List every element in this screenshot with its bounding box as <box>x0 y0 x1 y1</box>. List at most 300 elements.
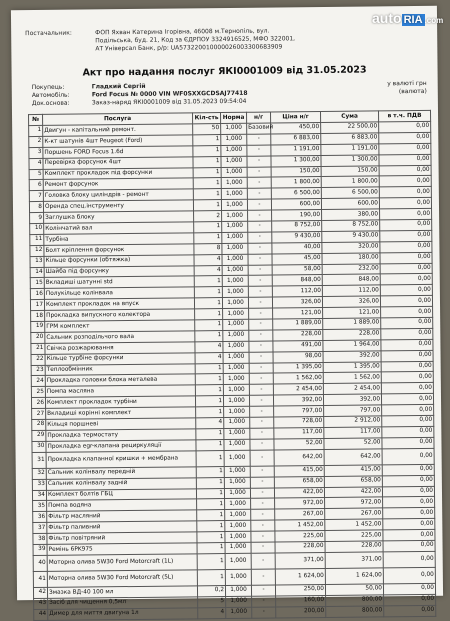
amount: 800,00 <box>326 606 384 617</box>
service-name: Сальник колінвалу передній <box>46 467 196 479</box>
norm: 1,000 <box>222 243 248 254</box>
row-number: 36 <box>33 512 47 523</box>
watermark-logo: auto RIA .com <box>372 10 444 26</box>
vat-amount: 0,00 <box>380 208 432 219</box>
amount: 326,00 <box>322 296 380 307</box>
unit-price: 1 300,00 <box>271 155 321 166</box>
unit: - <box>251 509 275 520</box>
service-name: Шайба під форсунку <box>44 265 194 277</box>
unit: - <box>248 286 272 297</box>
norm: 1,000 <box>224 417 250 428</box>
vat-amount: 0,00 <box>381 339 433 350</box>
unit: - <box>251 569 275 585</box>
unit: - <box>249 395 273 406</box>
amount: 600,00 <box>321 198 379 209</box>
vat-amount: 0,00 <box>379 132 431 143</box>
amount: 797,00 <box>324 405 382 416</box>
norm: 1,000 <box>221 178 247 189</box>
unit: - <box>248 221 272 232</box>
vat-amount: 0,00 <box>381 383 433 394</box>
vat-amount: 0,00 <box>379 176 431 187</box>
row-number: 34 <box>32 490 46 501</box>
col-header: Сума <box>320 111 378 123</box>
vat-amount: 0,00 <box>384 605 436 616</box>
unit-price: 1 452,00 <box>275 520 325 531</box>
service-name: Полукільце колінвала <box>44 287 194 299</box>
vat-amount: 0,00 <box>380 296 432 307</box>
quantity: 1 <box>196 439 224 450</box>
unit-price: 1 395,00 <box>273 362 323 373</box>
amount: 422,00 <box>324 486 382 497</box>
service-name: Фільтр масляний <box>47 510 197 522</box>
vat-amount: 0,00 <box>380 230 432 241</box>
unit: - <box>247 188 271 199</box>
vat-amount: 0,00 <box>383 508 435 519</box>
vat-amount: 0,00 <box>381 306 433 317</box>
quantity: 1 <box>193 178 221 189</box>
amount: 6 883,00 <box>321 133 379 144</box>
service-name: Кільця поршневі <box>46 418 196 430</box>
service-name: Ремонт форсунок <box>43 178 193 190</box>
quantity: 4 <box>196 418 224 429</box>
norm: 1,000 <box>222 232 248 243</box>
vat-amount: 0,00 <box>379 198 431 209</box>
norm: 1,000 <box>226 607 252 618</box>
row-number: 31 <box>32 452 46 468</box>
unit-price: 1 624,00 <box>275 568 325 585</box>
vat-amount: 0,00 <box>383 567 435 584</box>
vat-amount: 0,00 <box>380 274 432 285</box>
row-number: 14 <box>30 267 44 278</box>
col-header: Послуга <box>43 113 193 126</box>
unit: - <box>249 374 273 385</box>
service-name: Комплект прокладок під форсунки <box>43 167 193 179</box>
unit: - <box>248 232 272 243</box>
row-number: 27 <box>32 409 46 420</box>
norm: 1,000 <box>221 156 247 167</box>
unit: - <box>250 450 274 466</box>
quantity: 1 <box>197 510 225 521</box>
row-number: 33 <box>32 479 46 490</box>
row-number: 43 <box>34 598 48 609</box>
row-number: 7 <box>29 191 43 202</box>
amount: 371,00 <box>325 552 383 569</box>
vat-amount: 0,00 <box>380 285 432 296</box>
vat-amount: 0,00 <box>382 486 434 497</box>
norm: 1,000 <box>221 167 247 178</box>
service-name: Прокладка термостату <box>46 429 196 441</box>
amount: 1 562,00 <box>323 372 381 383</box>
service-name: Болт кріплення форсунок <box>44 244 194 256</box>
service-name: Моторна олива 5W30 Ford Motorcraft (5L) <box>47 570 197 588</box>
service-name: Сальник розподільчого вала <box>45 331 195 343</box>
unit-price: 848,00 <box>272 275 322 286</box>
supplier-block <box>25 26 425 54</box>
norm: 1,000 <box>223 308 249 319</box>
unit-price: 972,00 <box>275 498 325 509</box>
unit-price: 45,00 <box>272 253 322 264</box>
unit-price: 98,00 <box>273 351 323 362</box>
service-name: Комплект прокладок на впуск <box>44 298 194 310</box>
unit-price: 600,00 <box>271 199 321 210</box>
service-name: Оренда спец.інструменту <box>43 200 193 212</box>
quantity: 1 <box>193 134 221 145</box>
quantity: 1 <box>196 450 224 466</box>
col-header: № <box>29 114 43 125</box>
vat-amount: 0,00 <box>380 241 432 252</box>
row-number: 17 <box>30 300 44 311</box>
unit-price: 642,00 <box>274 449 324 466</box>
service-name: Засіб для чищення 0,5мл <box>48 597 198 609</box>
quantity: 4 <box>198 607 226 618</box>
norm: 1,000 <box>226 596 252 607</box>
service-name: Поршень FORD Focus 1.6d <box>43 146 193 158</box>
amount: 2 912,00 <box>324 416 382 427</box>
norm: 1,000 <box>225 542 251 553</box>
amount: 658,00 <box>324 475 382 486</box>
unit-price: 52,00 <box>274 438 324 449</box>
quantity: 1 <box>193 200 221 211</box>
vat-amount: 0,00 <box>383 529 435 540</box>
unit: - <box>251 553 275 569</box>
vat-amount: 0,00 <box>381 317 433 328</box>
unit: - <box>250 466 274 477</box>
unit: - <box>249 384 273 395</box>
amount: 50,00 <box>325 584 383 595</box>
service-name: Комплект болтів ГБЦ <box>46 488 196 500</box>
unit-price: 228,00 <box>273 329 323 340</box>
unit: - <box>249 363 273 374</box>
row-number: 32 <box>32 468 46 479</box>
service-name: Змазка ВД-40 100 мл <box>47 586 197 598</box>
unit-price: 326,00 <box>272 297 322 308</box>
service-name: Помпа водяна <box>47 499 197 511</box>
service-name: Головка блоку циліндрів - ремонт <box>43 189 193 201</box>
vat-amount: 0,00 <box>383 583 435 594</box>
unit-price: 160,00 <box>276 595 326 606</box>
table-body <box>29 121 436 620</box>
unit: - <box>248 275 272 286</box>
service-name: Сальник колінвалу задній <box>46 477 196 489</box>
amount: 415,00 <box>324 465 382 476</box>
norm: 1,000 <box>225 499 251 510</box>
unit: - <box>251 520 275 531</box>
vat-amount: 0,00 <box>382 437 434 448</box>
norm: 1,000 <box>221 189 247 200</box>
quantity: 1 <box>196 466 224 477</box>
quantity: 1 <box>197 542 225 553</box>
service-name: Фільтр паливний <box>47 521 197 533</box>
vat-amount: 0,00 <box>382 475 434 486</box>
amount: 972,00 <box>325 497 383 508</box>
unit: - <box>251 585 275 596</box>
row-number: 22 <box>31 354 45 365</box>
quantity: 1 <box>195 330 223 341</box>
quantity: 1 <box>197 532 225 543</box>
norm: 1,000 <box>224 488 250 499</box>
unit: - <box>249 341 273 352</box>
row-number: 26 <box>31 398 45 409</box>
col-header: в т.ч. ПДВ <box>378 110 430 122</box>
vat-amount: 0,00 <box>379 154 431 165</box>
vat-amount: 0,00 <box>383 551 435 568</box>
row-number: 5 <box>29 169 43 180</box>
row-number: 41 <box>33 571 47 587</box>
row-number: 11 <box>30 234 44 245</box>
amount: 180,00 <box>322 253 380 264</box>
norm: 1,000 <box>224 428 250 439</box>
service-name: Ремінь 6PK975 <box>47 543 197 555</box>
service-name: Кільце форсунки (обтяжка) <box>44 255 194 267</box>
row-number: 23 <box>31 365 45 376</box>
quantity: 1 <box>195 374 223 385</box>
row-number: 2 <box>29 136 43 147</box>
norm: 1,000 <box>223 319 249 330</box>
vat-amount: 0,00 <box>380 252 432 263</box>
row-number: 16 <box>30 289 44 300</box>
amount: 225,00 <box>325 530 383 541</box>
quantity: 50 <box>193 124 221 135</box>
norm: 1,000 <box>225 553 251 569</box>
basis-row: Док.основа: Заказ-наряд ЯКІ0001009 від 31.05.2023 09:54:04 <box>31 97 247 108</box>
amount: 1 452,00 <box>325 519 383 530</box>
quantity: 1 <box>194 287 222 298</box>
vat-amount: 0,00 <box>381 372 433 383</box>
unit-price: 6 500,00 <box>271 188 321 199</box>
document-title: Акт про надання послуг ЯКІ0001009 від 31.05.2023 <box>82 64 367 79</box>
vat-amount: 0,00 <box>383 540 435 551</box>
row-number: 28 <box>32 419 46 430</box>
quantity: 1 <box>197 499 225 510</box>
service-name: Прокладка головки блока металева <box>45 374 195 386</box>
unit-price: 1 800,00 <box>271 177 321 188</box>
service-name: Вкладиші шатунні std <box>44 276 194 288</box>
unit: - <box>252 596 276 607</box>
amount: 642,00 <box>324 449 382 466</box>
amount: 9 430,00 <box>322 231 380 242</box>
vat-amount: 0,00 <box>381 350 433 361</box>
row-number: 40 <box>33 555 47 571</box>
service-name: Перевірка форсунок 4шт <box>43 157 193 169</box>
unit: - <box>248 210 272 221</box>
service-name: Свічка розжарювання <box>45 342 195 354</box>
amount: 2 454,00 <box>323 383 381 394</box>
service-name: Кільце турбіне форсунки <box>45 353 195 365</box>
unit: - <box>251 531 275 542</box>
quantity: 1 <box>193 189 221 200</box>
norm: 1,000 <box>223 396 249 407</box>
quantity: 4 <box>195 341 223 352</box>
vat-amount: 0,00 <box>384 594 436 605</box>
quantity: 1 <box>196 428 224 439</box>
row-number: 37 <box>33 523 47 534</box>
norm: 1,000 <box>223 385 249 396</box>
row-number: 12 <box>30 245 44 256</box>
norm: 1,000 <box>223 374 249 385</box>
norm: 1,000 <box>222 265 248 276</box>
norm: 1,000 <box>222 276 248 287</box>
unit-price: 121,00 <box>273 308 323 319</box>
row-number: 15 <box>30 278 44 289</box>
quantity: 1 <box>195 385 223 396</box>
unit: - <box>250 477 274 488</box>
amount: 1 395,00 <box>323 361 381 372</box>
quantity: 2 <box>194 211 222 222</box>
unit: - <box>248 297 272 308</box>
amount: 232,00 <box>322 263 380 274</box>
row-number: 38 <box>33 533 47 544</box>
unit-price: 6 883,00 <box>271 133 321 144</box>
row-number: 35 <box>33 501 47 512</box>
unit-price: 371,00 <box>275 552 325 569</box>
row-number: 4 <box>29 158 43 169</box>
norm: 1,000 <box>222 221 248 232</box>
unit-price: 491,00 <box>273 340 323 351</box>
norm: 1,000 <box>225 569 251 585</box>
amount: 1 300,00 <box>321 155 379 166</box>
vat-amount: 0,00 <box>382 448 434 465</box>
norm: 1,000 <box>225 520 251 531</box>
quantity: 1 <box>194 222 222 233</box>
unit: - <box>247 134 271 145</box>
quantity: 1 <box>196 407 224 418</box>
amount: 1 800,00 <box>321 176 379 187</box>
unit: Базовий <box>247 123 271 134</box>
amount: 800,00 <box>326 595 384 606</box>
norm: 1,000 <box>221 145 247 156</box>
unit: - <box>249 308 273 319</box>
vat-amount: 0,00 <box>380 219 432 230</box>
vat-amount: 0,00 <box>379 165 431 176</box>
unit-price: 117,00 <box>274 427 324 438</box>
quantity: 4 <box>194 254 222 265</box>
vat-amount: 0,00 <box>383 497 435 508</box>
unit-price: 225,00 <box>275 531 325 542</box>
unit-price: 250,00 <box>275 584 325 595</box>
quantity: 1 <box>197 569 225 585</box>
vat-amount: 0,00 <box>381 361 433 372</box>
amount: 121,00 <box>323 307 381 318</box>
col-header: н/г <box>247 112 271 123</box>
row-number: 44 <box>34 609 48 620</box>
vat-amount: 0,00 <box>379 121 431 132</box>
unit-price: 2 454,00 <box>273 384 323 395</box>
supplier-label: Постачальник: <box>25 29 72 38</box>
service-name: К-кт шатунів 4шт Peugeot (Ford) <box>43 135 193 147</box>
unit-price: 1 191,00 <box>271 144 321 155</box>
norm: 1,000 <box>222 298 248 309</box>
service-name: Колінчатий вал <box>44 222 194 234</box>
quantity: 1 <box>195 320 223 331</box>
norm: 1,000 <box>222 210 248 221</box>
buyer-row: Покупець: Гладкий Сергій у валюті грн <box>31 79 427 92</box>
service-name: Вкладиші корінні комплект <box>46 407 196 419</box>
row-number: 19 <box>31 321 45 332</box>
unit-price: 1 562,00 <box>273 373 323 384</box>
amount: 392,00 <box>323 351 381 362</box>
norm: 1,000 <box>224 466 250 477</box>
norm: 1,000 <box>223 352 249 363</box>
unit-price: 200,00 <box>276 606 326 617</box>
unit: - <box>249 330 273 341</box>
col-header: Кіл-сть <box>193 113 221 124</box>
unit-price: 267,00 <box>275 509 325 520</box>
service-name: Прокладка клапанної кришки + мембрана <box>46 451 196 469</box>
quantity: 1 <box>196 488 224 499</box>
row-number: 25 <box>31 387 45 398</box>
quantity: 1 <box>196 477 224 488</box>
unit-price: 797,00 <box>274 406 324 417</box>
vat-amount: 0,00 <box>381 328 433 339</box>
row-number: 18 <box>31 311 45 322</box>
unit: - <box>251 498 275 509</box>
unit-price: 9 430,00 <box>272 231 322 242</box>
unit: - <box>248 265 272 276</box>
amount: 1 964,00 <box>323 340 381 351</box>
row-number: 24 <box>31 376 45 387</box>
row-number: 1 <box>29 125 43 136</box>
service-name: Двигун - капітальний ремонт. <box>43 124 193 136</box>
service-name: Фільтр повітряний <box>47 532 197 544</box>
row-number: 39 <box>33 544 47 555</box>
amount: 112,00 <box>322 285 380 296</box>
quantity: 8 <box>194 243 222 254</box>
quantity: 1 <box>194 276 222 287</box>
norm: 1,000 <box>225 510 251 521</box>
row-number: 8 <box>29 202 43 213</box>
unit: - <box>251 542 275 553</box>
service-name: Заглушка блоку <box>44 211 194 223</box>
amount: 320,00 <box>322 242 380 253</box>
vat-amount: 0,00 <box>380 263 432 274</box>
row-number: 6 <box>29 180 43 191</box>
quantity: 1 <box>194 298 222 309</box>
norm: 1,000 <box>223 363 249 374</box>
norm: 1,000 <box>222 287 248 298</box>
quantity: 5 <box>198 596 226 607</box>
row-number: 13 <box>30 256 44 267</box>
unit-price: 415,00 <box>274 465 324 476</box>
unit-price: 40,00 <box>272 242 322 253</box>
unit: - <box>252 607 276 618</box>
unit: - <box>250 488 274 499</box>
norm: 1,000 <box>224 477 250 488</box>
vat-amount: 0,00 <box>382 426 434 437</box>
quantity: 1 <box>193 145 221 156</box>
unit-price: 228,00 <box>275 541 325 552</box>
quantity: 4 <box>195 352 223 363</box>
norm: 1,000 <box>221 123 247 134</box>
quantity: 1 <box>195 309 223 320</box>
unit-price: 1 889,00 <box>273 319 323 330</box>
service-name: Комплект прокладок турбіни <box>45 396 195 408</box>
amount: 1 889,00 <box>323 318 381 329</box>
supplier-details: ФОП Яхван Катерина Ігорівна, 46008 м.Тернопіль, вул. Подільська, буд. 21, Код за ЄДРПОУ 3324916525, МФО 322001, АТ Універсал Банк, р/р: UA573220010000026003300683909 <box>95 27 296 53</box>
vat-amount: 0,00 <box>381 394 433 405</box>
unit-price: 422,00 <box>274 487 324 498</box>
document-meta <box>32 80 427 108</box>
unit: - <box>247 199 271 210</box>
unit: - <box>247 145 271 156</box>
unit-price: 58,00 <box>272 264 322 275</box>
unit: - <box>247 177 271 188</box>
amount: 267,00 <box>325 508 383 519</box>
amount: 1 191,00 <box>321 144 379 155</box>
norm: 1,000 <box>224 450 250 466</box>
vat-amount: 0,00 <box>382 464 434 475</box>
vat-amount: 0,00 <box>383 519 435 530</box>
amount: 1 624,00 <box>325 568 383 585</box>
